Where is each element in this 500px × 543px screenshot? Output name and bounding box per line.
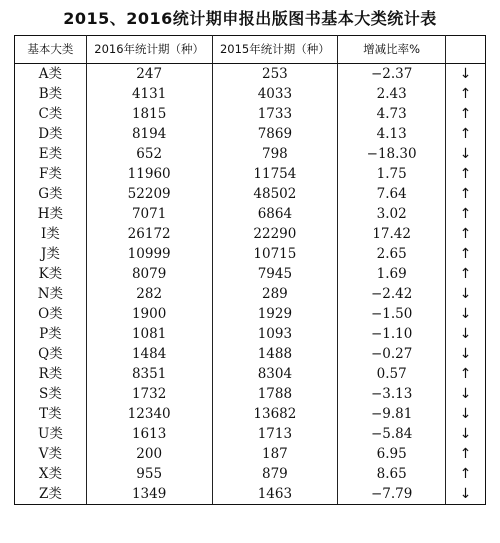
arrow-up-icon: ↑ — [446, 244, 486, 264]
arrow-up-icon: ↑ — [446, 84, 486, 104]
value-2016-cell: 955 — [86, 464, 212, 484]
arrow-down-icon: ↓ — [446, 404, 486, 424]
value-2015-cell: 8304 — [212, 364, 338, 384]
value-2015-cell: 22290 — [212, 224, 338, 244]
table-row — [15, 324, 486, 344]
rate-cell: 4.13 — [338, 124, 446, 144]
table-row — [15, 184, 486, 204]
table-row — [15, 384, 486, 404]
rate-cell: −0.27 — [338, 344, 446, 364]
rate-cell: 1.69 — [338, 264, 446, 284]
value-2015-cell: 11754 — [212, 164, 338, 184]
value-2016-cell: 282 — [86, 284, 212, 304]
value-2016-cell: 1900 — [86, 304, 212, 324]
value-2016-cell: 8351 — [86, 364, 212, 384]
category-cell: N类 — [15, 284, 87, 304]
rate-cell: 1.75 — [338, 164, 446, 184]
rate-cell: 2.65 — [338, 244, 446, 264]
rate-cell: −7.79 — [338, 484, 446, 505]
category-cell: R类 — [15, 364, 87, 384]
rate-cell: 4.73 — [338, 104, 446, 124]
category-cell: X类 — [15, 464, 87, 484]
rate-cell: 0.57 — [338, 364, 446, 384]
category-cell: A类 — [15, 64, 87, 85]
table-row — [15, 104, 486, 124]
arrow-down-icon: ↓ — [446, 324, 486, 344]
arrow-down-icon: ↓ — [446, 384, 486, 404]
category-cell: D类 — [15, 124, 87, 144]
value-2016-cell: 12340 — [86, 404, 212, 424]
value-2015-cell: 1488 — [212, 344, 338, 364]
arrow-up-icon: ↑ — [446, 164, 486, 184]
statistics-table — [14, 35, 486, 505]
table-row — [15, 144, 486, 164]
arrow-up-icon: ↑ — [446, 364, 486, 384]
category-cell: G类 — [15, 184, 87, 204]
header-2016: 2016年统计期（种） — [86, 36, 212, 64]
value-2016-cell: 4131 — [86, 84, 212, 104]
arrow-up-icon: ↑ — [446, 464, 486, 484]
category-cell: S类 — [15, 384, 87, 404]
value-2016-cell: 8079 — [86, 264, 212, 284]
header-category: 基本大类 — [15, 36, 87, 64]
table-header-row — [15, 36, 486, 64]
category-cell: E类 — [15, 144, 87, 164]
value-2015-cell: 1463 — [212, 484, 338, 505]
arrow-up-icon: ↑ — [446, 184, 486, 204]
category-cell: T类 — [15, 404, 87, 424]
table-row — [15, 444, 486, 464]
value-2015-cell: 48502 — [212, 184, 338, 204]
category-cell: J类 — [15, 244, 87, 264]
table-row — [15, 124, 486, 144]
rate-cell: −2.42 — [338, 284, 446, 304]
value-2016-cell: 1349 — [86, 484, 212, 505]
arrow-up-icon: ↑ — [446, 124, 486, 144]
table-body — [15, 64, 486, 505]
value-2015-cell: 187 — [212, 444, 338, 464]
category-cell: B类 — [15, 84, 87, 104]
arrow-up-icon: ↑ — [446, 224, 486, 244]
table-row — [15, 84, 486, 104]
rate-cell: 3.02 — [338, 204, 446, 224]
arrow-up-icon: ↑ — [446, 104, 486, 124]
category-cell: O类 — [15, 304, 87, 324]
value-2015-cell: 10715 — [212, 244, 338, 264]
rate-cell: −5.84 — [338, 424, 446, 444]
table-row — [15, 424, 486, 444]
value-2016-cell: 11960 — [86, 164, 212, 184]
rate-cell: −3.13 — [338, 384, 446, 404]
arrow-up-icon: ↑ — [446, 204, 486, 224]
value-2016-cell: 8194 — [86, 124, 212, 144]
arrow-down-icon: ↓ — [446, 144, 486, 164]
category-cell: Q类 — [15, 344, 87, 364]
table-row — [15, 464, 486, 484]
value-2016-cell: 52209 — [86, 184, 212, 204]
table-row — [15, 244, 486, 264]
rate-cell: 17.42 — [338, 224, 446, 244]
value-2015-cell: 4033 — [212, 84, 338, 104]
table-row — [15, 264, 486, 284]
arrow-down-icon: ↓ — [446, 484, 486, 505]
rate-cell: −18.30 — [338, 144, 446, 164]
value-2015-cell: 6864 — [212, 204, 338, 224]
table-title: 2015、2016统计期申报出版图书基本大类统计表 — [63, 9, 437, 28]
rate-cell: −9.81 — [338, 404, 446, 424]
arrow-down-icon: ↓ — [446, 344, 486, 364]
arrow-down-icon: ↓ — [446, 304, 486, 324]
value-2016-cell: 1732 — [86, 384, 212, 404]
value-2016-cell: 652 — [86, 144, 212, 164]
table-row — [15, 404, 486, 424]
value-2016-cell: 247 — [86, 64, 212, 85]
value-2016-cell: 1484 — [86, 344, 212, 364]
table-row — [15, 284, 486, 304]
value-2016-cell: 7071 — [86, 204, 212, 224]
value-2015-cell: 879 — [212, 464, 338, 484]
value-2015-cell: 13682 — [212, 404, 338, 424]
value-2015-cell: 1733 — [212, 104, 338, 124]
table-row — [15, 224, 486, 244]
value-2016-cell: 10999 — [86, 244, 212, 264]
header-2015: 2015年统计期（种） — [212, 36, 338, 64]
value-2015-cell: 253 — [212, 64, 338, 85]
arrow-down-icon: ↓ — [446, 284, 486, 304]
table-row — [15, 304, 486, 324]
category-cell: I类 — [15, 224, 87, 244]
rate-cell: 6.95 — [338, 444, 446, 464]
category-cell: U类 — [15, 424, 87, 444]
table-row — [15, 484, 486, 505]
category-cell: P类 — [15, 324, 87, 344]
table-row — [15, 344, 486, 364]
rate-cell: 2.43 — [338, 84, 446, 104]
category-cell: V类 — [15, 444, 87, 464]
arrow-down-icon: ↓ — [446, 424, 486, 444]
rate-cell: −1.10 — [338, 324, 446, 344]
category-cell: Z类 — [15, 484, 87, 505]
category-cell: F类 — [15, 164, 87, 184]
value-2015-cell: 7945 — [212, 264, 338, 284]
value-2016-cell: 1081 — [86, 324, 212, 344]
value-2015-cell: 1093 — [212, 324, 338, 344]
value-2015-cell: 7869 — [212, 124, 338, 144]
table-row — [15, 364, 486, 384]
value-2016-cell: 200 — [86, 444, 212, 464]
table-row — [15, 164, 486, 184]
rate-cell: −2.37 — [338, 64, 446, 85]
header-rate: 增减比率% — [338, 36, 446, 64]
value-2016-cell: 1815 — [86, 104, 212, 124]
value-2015-cell: 798 — [212, 144, 338, 164]
rate-cell: 8.65 — [338, 464, 446, 484]
value-2015-cell: 1713 — [212, 424, 338, 444]
header-trend — [446, 36, 486, 64]
value-2015-cell: 1929 — [212, 304, 338, 324]
arrow-down-icon: ↓ — [446, 64, 486, 85]
category-cell: K类 — [15, 264, 87, 284]
table-row — [15, 64, 486, 85]
value-2016-cell: 1613 — [86, 424, 212, 444]
value-2015-cell: 289 — [212, 284, 338, 304]
category-cell: C类 — [15, 104, 87, 124]
arrow-up-icon: ↑ — [446, 444, 486, 464]
category-cell: H类 — [15, 204, 87, 224]
rate-cell: 7.64 — [338, 184, 446, 204]
arrow-up-icon: ↑ — [446, 264, 486, 284]
value-2016-cell: 26172 — [86, 224, 212, 244]
value-2015-cell: 1788 — [212, 384, 338, 404]
rate-cell: −1.50 — [338, 304, 446, 324]
table-row — [15, 204, 486, 224]
